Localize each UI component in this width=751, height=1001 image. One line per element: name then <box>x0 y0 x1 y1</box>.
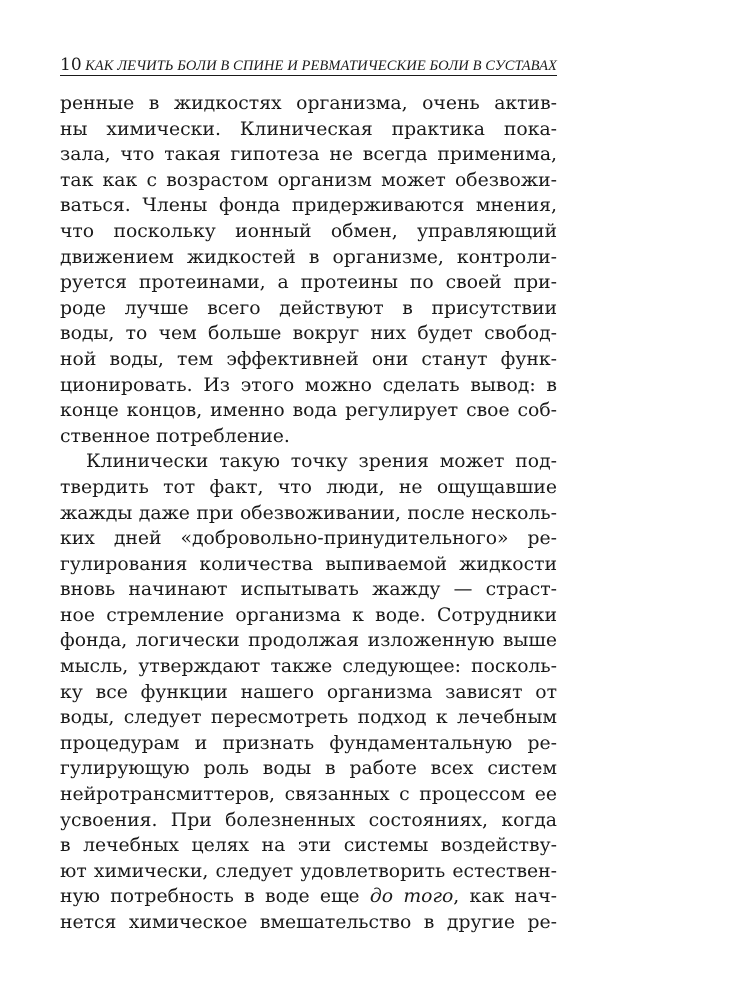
emphasis-text: до того <box>369 886 454 908</box>
text-line: усвоения. При болезненных состояниях, когда <box>60 809 557 831</box>
text-line: нейротрансмиттеров, связанных с процессом ее <box>60 784 557 806</box>
text-line: жажды даже при обезвоживании, после несколь- <box>60 502 557 524</box>
text-line: ное стремление организма к воде. Сотрудники <box>60 604 557 626</box>
text-line: твердить тот факт, что люди, не ощущавшие <box>60 476 557 498</box>
text-line: нется химическое вмешательство в другие ре- <box>60 912 557 933</box>
text-line: ку все функции нашего организма зависят от <box>60 681 557 703</box>
text-line: ственное потребление. <box>60 425 290 447</box>
text-line: мысль, утверждают также следующее: посколь- <box>60 656 557 678</box>
text-line: роде лучше всего действуют в присутствии <box>60 297 557 319</box>
paragraph-1 <box>60 91 557 449</box>
text-line: ренные в жидкостях организма, очень актив- <box>60 93 557 114</box>
text-line: что поскольку ионный обмен, управляющий <box>60 220 557 242</box>
text-line: ваться. Члены фонда придерживаются мнения, <box>60 195 557 217</box>
text-line: ционировать. Из этого можно сделать вывод: в <box>60 374 557 396</box>
text-line: процедурам и признать фундаментальную ре- <box>60 732 557 754</box>
text-line: гулирующую роль воды в работе всех систем <box>60 758 557 780</box>
header-rule <box>60 75 557 76</box>
text-line: Клинически такую точку зрения может под- <box>86 451 557 473</box>
text-line: ют химически, следует удовлетворить естествен- <box>60 860 557 882</box>
running-header <box>60 52 557 76</box>
text-line-with-emphasis <box>60 884 557 910</box>
body-text <box>60 91 557 936</box>
text-line: гулирования количества выпиваемой жидкости <box>60 553 557 575</box>
text-line: ких дней «добровольно-принудительного» ре- <box>60 528 557 550</box>
line-text: ную потребность в воде еще <box>60 886 370 908</box>
paragraph-2 <box>60 449 557 935</box>
text-line: зала, что такая гипотеза не всегда применима, <box>60 144 557 166</box>
text-line: фонда, логически продолжая изложенную выше <box>60 630 557 652</box>
text-line: воды, то чем больше вокруг них будет свобод- <box>60 323 557 345</box>
running-title: КАК ЛЕЧИТЬ БОЛИ В СПИНЕ И РЕВМАТИЧЕСКИЕ БОЛИ В СУСТАВАХ <box>85 58 557 74</box>
text-line: ны химически. Клиническая практика пока- <box>60 118 557 140</box>
text-line: так как с возрастом организм может обезвожи- <box>60 169 557 191</box>
text-line: движением жидкостей в организме, контроли- <box>60 246 557 268</box>
page-number: 10 <box>60 55 82 75</box>
text-line: вновь начинают испытывать жажду — страст- <box>60 579 557 601</box>
text-line: ной воды, тем эффективней они станут функ- <box>60 348 557 370</box>
line-text: , как нач- <box>453 886 557 908</box>
text-line: руется протеинами, а протеины по своей при- <box>60 272 557 294</box>
text-line: в лечебных целях на эти системы воздейству- <box>60 835 557 857</box>
text-line: конце концов, именно вода регулирует свое соб- <box>60 400 557 422</box>
text-line: воды, следует пересмотреть подход к лечебным <box>60 707 557 729</box>
